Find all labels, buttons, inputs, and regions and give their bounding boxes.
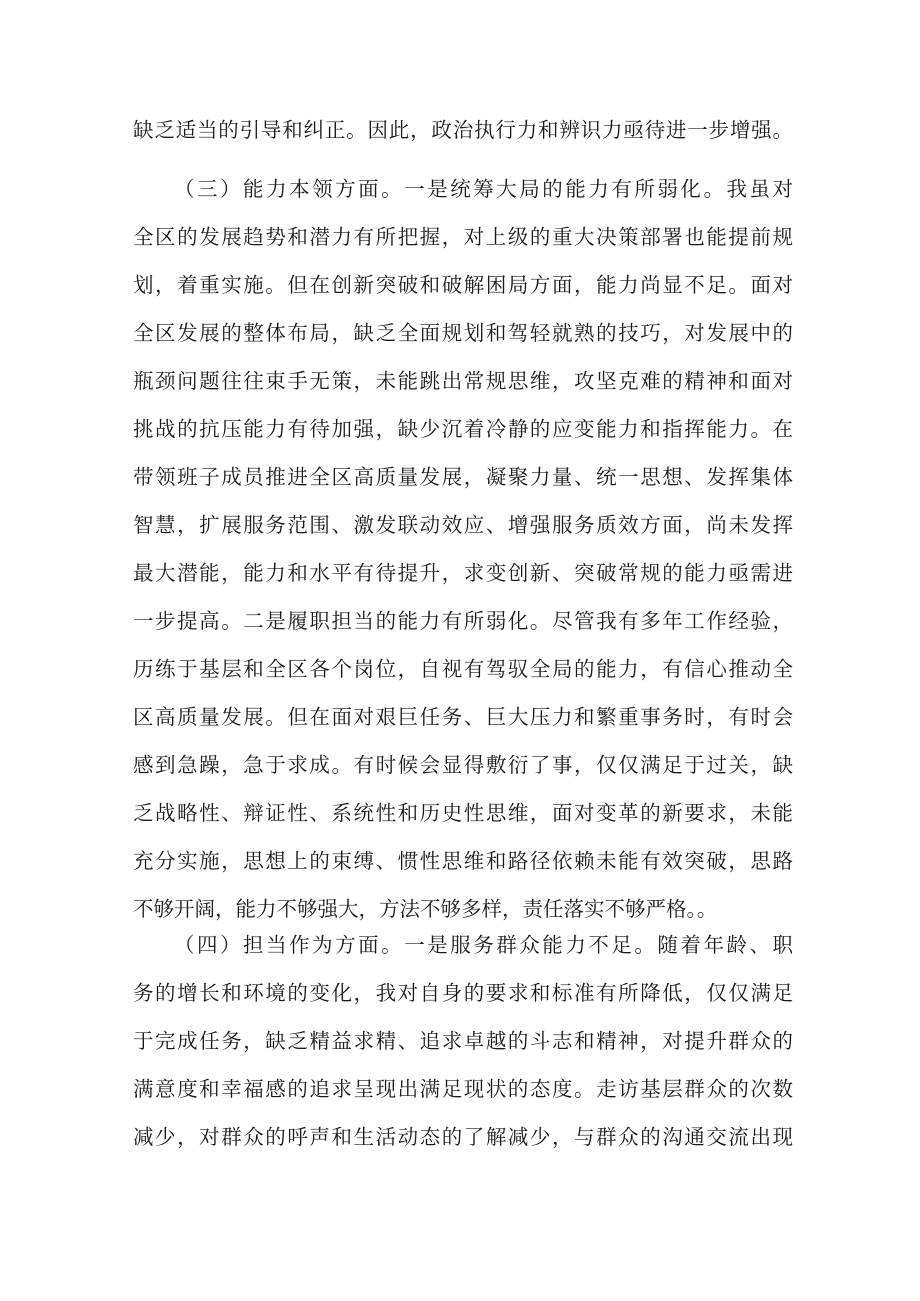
text-line: 感到急躁，急于求成。有时候会显得敷衍了事，仅仅满足于过关，缺 [133, 753, 793, 777]
paragraph-responsibility-section [133, 921, 793, 1161]
text-line: 最大潜能，能力和水平有待提升，求变创新、突破常规的能力亟需进 [133, 561, 793, 585]
text-line: 充分实施，思想上的束缚、惯性思维和路径依赖未能有效突破，思路 [133, 849, 793, 873]
text-line: 全区发展的整体布局，缺乏全面规划和驾轻就熟的技巧，对发展中的 [133, 321, 793, 345]
text-line: 满意度和幸福感的追求呈现出满足现状的态度。走访基层群众的次数 [133, 1077, 793, 1101]
text-line: 务的增长和环境的变化，我对自身的要求和标准有所降低，仅仅满足 [133, 981, 793, 1005]
text-line: 历练于基层和全区各个岗位，自视有驾驭全局的能力，有信心推动全 [133, 657, 793, 681]
text-line: 划，着重实施。但在创新突破和破解困局方面，能力尚显不足。面对 [133, 273, 793, 297]
text-line: 全区的发展趋势和潜力有所把握，对上级的重大决策部署也能提前规 [133, 225, 793, 249]
text-line: 挑战的抗压能力有待加强，缺少沉着冷静的应变能力和指挥能力。在 [133, 417, 793, 441]
text-line: 不够开阔，能力不够强大，方法不够多样，责任落实不够严格。。 [133, 897, 718, 921]
paragraph-heading-line: （三）能力本领方面。一是统筹大局的能力有所弱化。我虽对 [174, 177, 793, 201]
paragraph-intro-continuation [133, 106, 793, 154]
text-line: 缺乏适当的引导和纠正。因此，政治执行力和辨识力亟待进一步增强。 [133, 118, 793, 142]
text-line: 于完成任务，缺乏精益求精、追求卓越的斗志和精神，对提升群众的 [133, 1029, 793, 1053]
text-line: 一步提高。二是履职担当的能力有所弱化。尽管我有多年工作经验， [133, 609, 793, 633]
text-line: 瓶颈问题往往束手无策，未能跳出常规思维，攻坚克难的精神和面对 [133, 369, 793, 393]
text-line: 智慧，扩展服务范围、激发联动效应、增强服务质效方面，尚未发挥 [133, 513, 793, 537]
text-line: 乏战略性、辩证性、系统性和历史性思维，面对变革的新要求，未能 [133, 801, 793, 825]
paragraph-heading-line: （四）担当作为方面。一是服务群众能力不足。随着年龄、职 [174, 933, 793, 957]
text-line: 区高质量发展。但在面对艰巨任务、巨大压力和繁重事务时，有时会 [133, 705, 793, 729]
text-line: 带领班子成员推进全区高质量发展，凝聚力量、统一思想、发挥集体 [133, 465, 793, 489]
paragraph-ability-section [133, 165, 793, 933]
text-line: 减少，对群众的呼声和生活动态的了解减少，与群众的沟通交流出现 [133, 1125, 793, 1149]
